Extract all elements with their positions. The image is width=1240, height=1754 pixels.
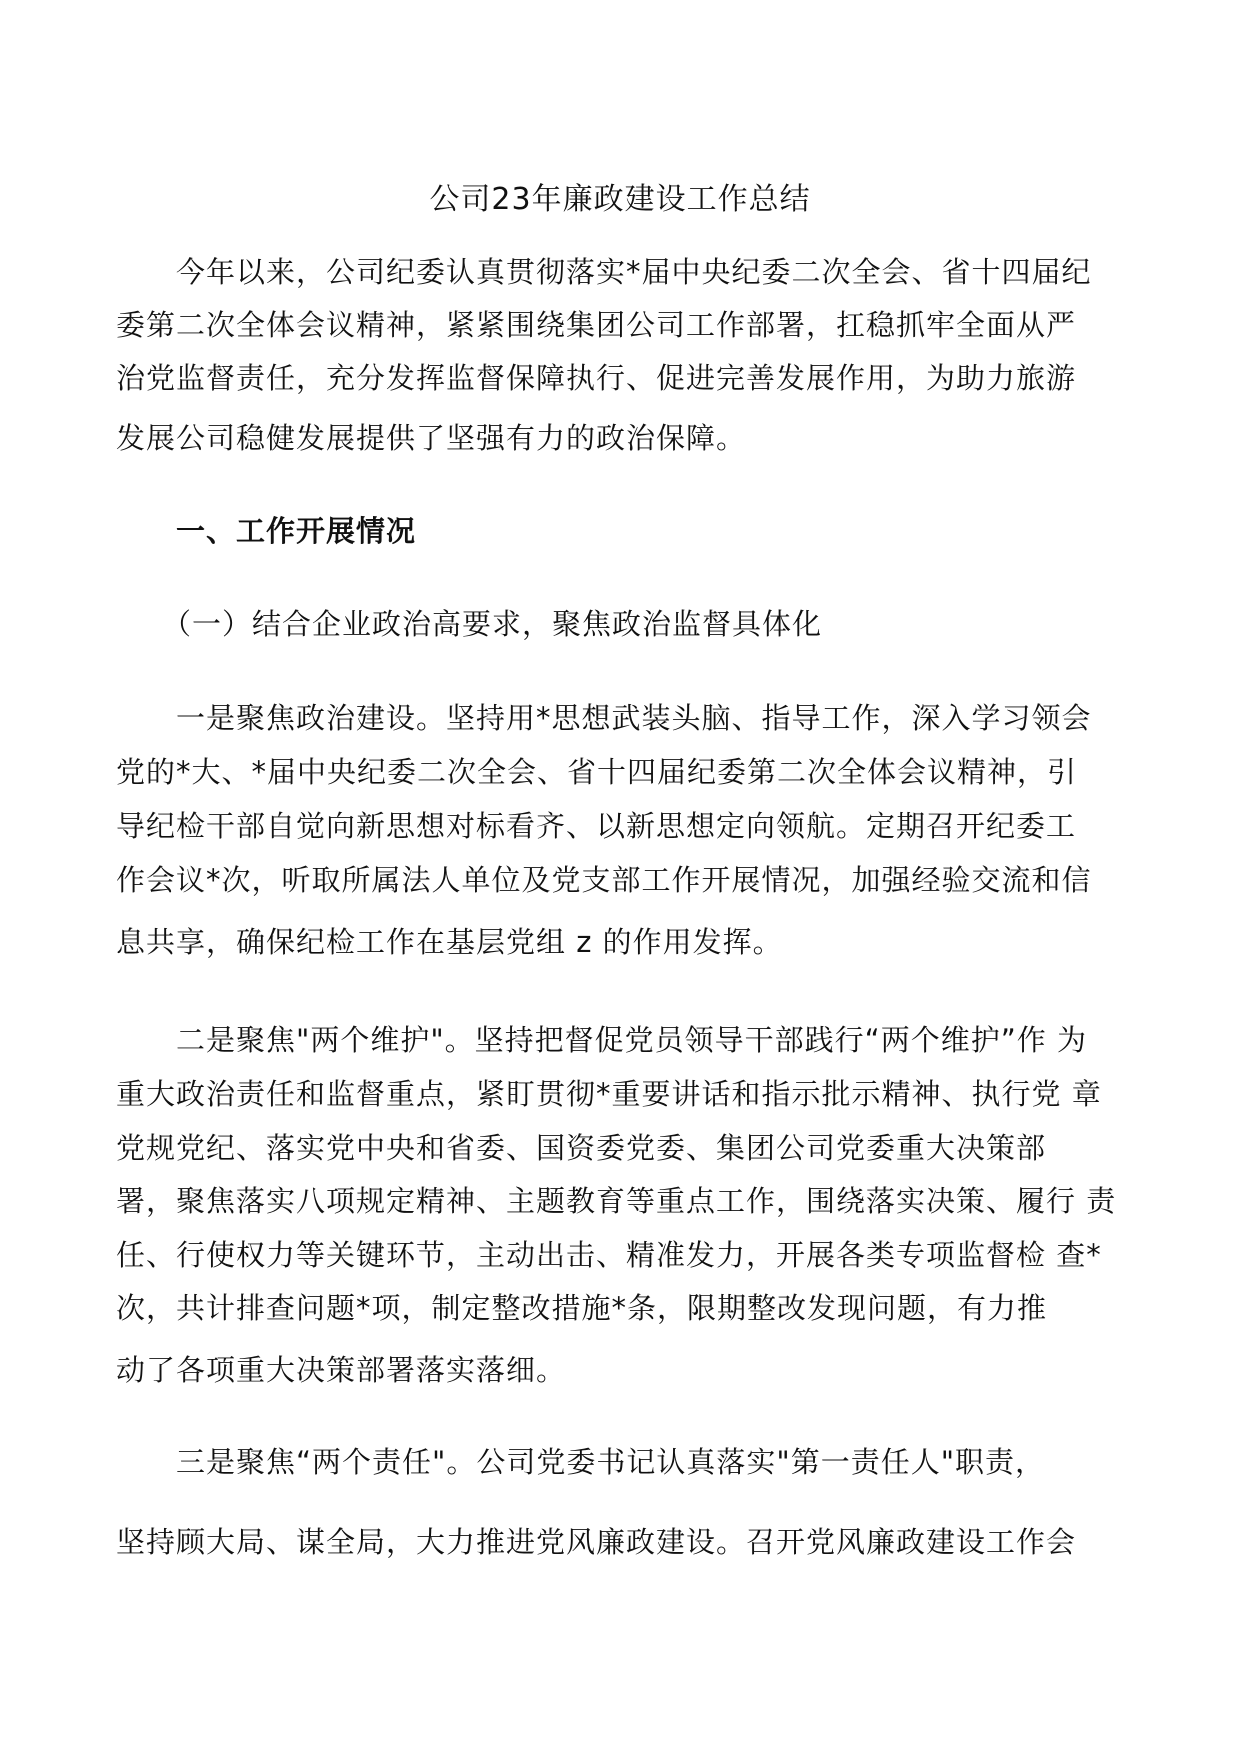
para2-line-5: 任、行使权力等关键环节，主动出击、精准发力，开展各类专项监督检 查*	[116, 1238, 1102, 1272]
para1-line-3: 导纪检干部自觉向新思想对标看齐、以新思想定向领航。定期召开纪委工	[116, 809, 1077, 843]
para3-line-1: 三是聚焦“两个责任"。公司党委书记认真落实"第一责任人"职责，	[176, 1445, 1046, 1479]
intro-line-3: 治党监督责任，充分发挥监督保障执行、促进完善发展作用，为助力旅游	[116, 361, 1077, 395]
para2-line-2: 重大政治责任和监督重点，紧盯贯彻*重要讲话和指示批示精神、执行党 章	[116, 1077, 1102, 1111]
subsection-heading: （一）结合企业政治高要求，聚焦政治监督具体化	[162, 607, 823, 641]
para1-line-2: 党的*大、*届中央纪委二次全会、省十四届纪委第二次全体会议精神，引	[116, 755, 1078, 789]
section-heading: 一、工作开展情况	[176, 514, 417, 548]
para1-line-4: 作会议*次，听取所属法人单位及党支部工作开展情况，加强经验交流和信	[116, 863, 1092, 897]
para2-line-6: 次，共计排查问题*项，制定整改措施*条，限期整改发现问题，有力推	[116, 1291, 1048, 1325]
para2-line-7: 动了各项重大决策部署落实落细。	[116, 1353, 567, 1387]
para2-line-4: 署，聚焦落实八项规定精神、主题教育等重点工作，围绕落实决策、履行 责	[116, 1184, 1117, 1218]
para1-line-5: 息共享，确保纪检工作在基层党组 z 的作用发挥。	[116, 925, 783, 959]
para1-line-1: 一是聚焦政治建设。坚持用*思想武装头脑、指导工作，深入学习领会	[176, 701, 1092, 735]
para2-line-3: 党规党纪、落实党中央和省委、国资委党委、集团公司党委重大决策部	[116, 1131, 1047, 1165]
para2-line-1: 二是聚焦"两个维护"。坚持把督促党员领导干部践行“两个维护”作 为	[176, 1023, 1087, 1057]
document-title: 公司23年廉政建设工作总结	[429, 182, 811, 217]
intro-line-1: 今年以来，公司纪委认真贯彻落实*届中央纪委二次全会、省十四届纪	[176, 255, 1092, 289]
intro-line-2: 委第二次全体会议精神，紧紧围绕集团公司工作部署，扛稳抓牢全面从严	[116, 308, 1077, 342]
para3-line-2: 坚持顾大局、谋全局，大力推进党风廉政建设。召开党风廉政建设工作会	[116, 1525, 1077, 1559]
intro-line-4: 发展公司稳健发展提供了坚强有力的政治保障。	[116, 421, 747, 455]
